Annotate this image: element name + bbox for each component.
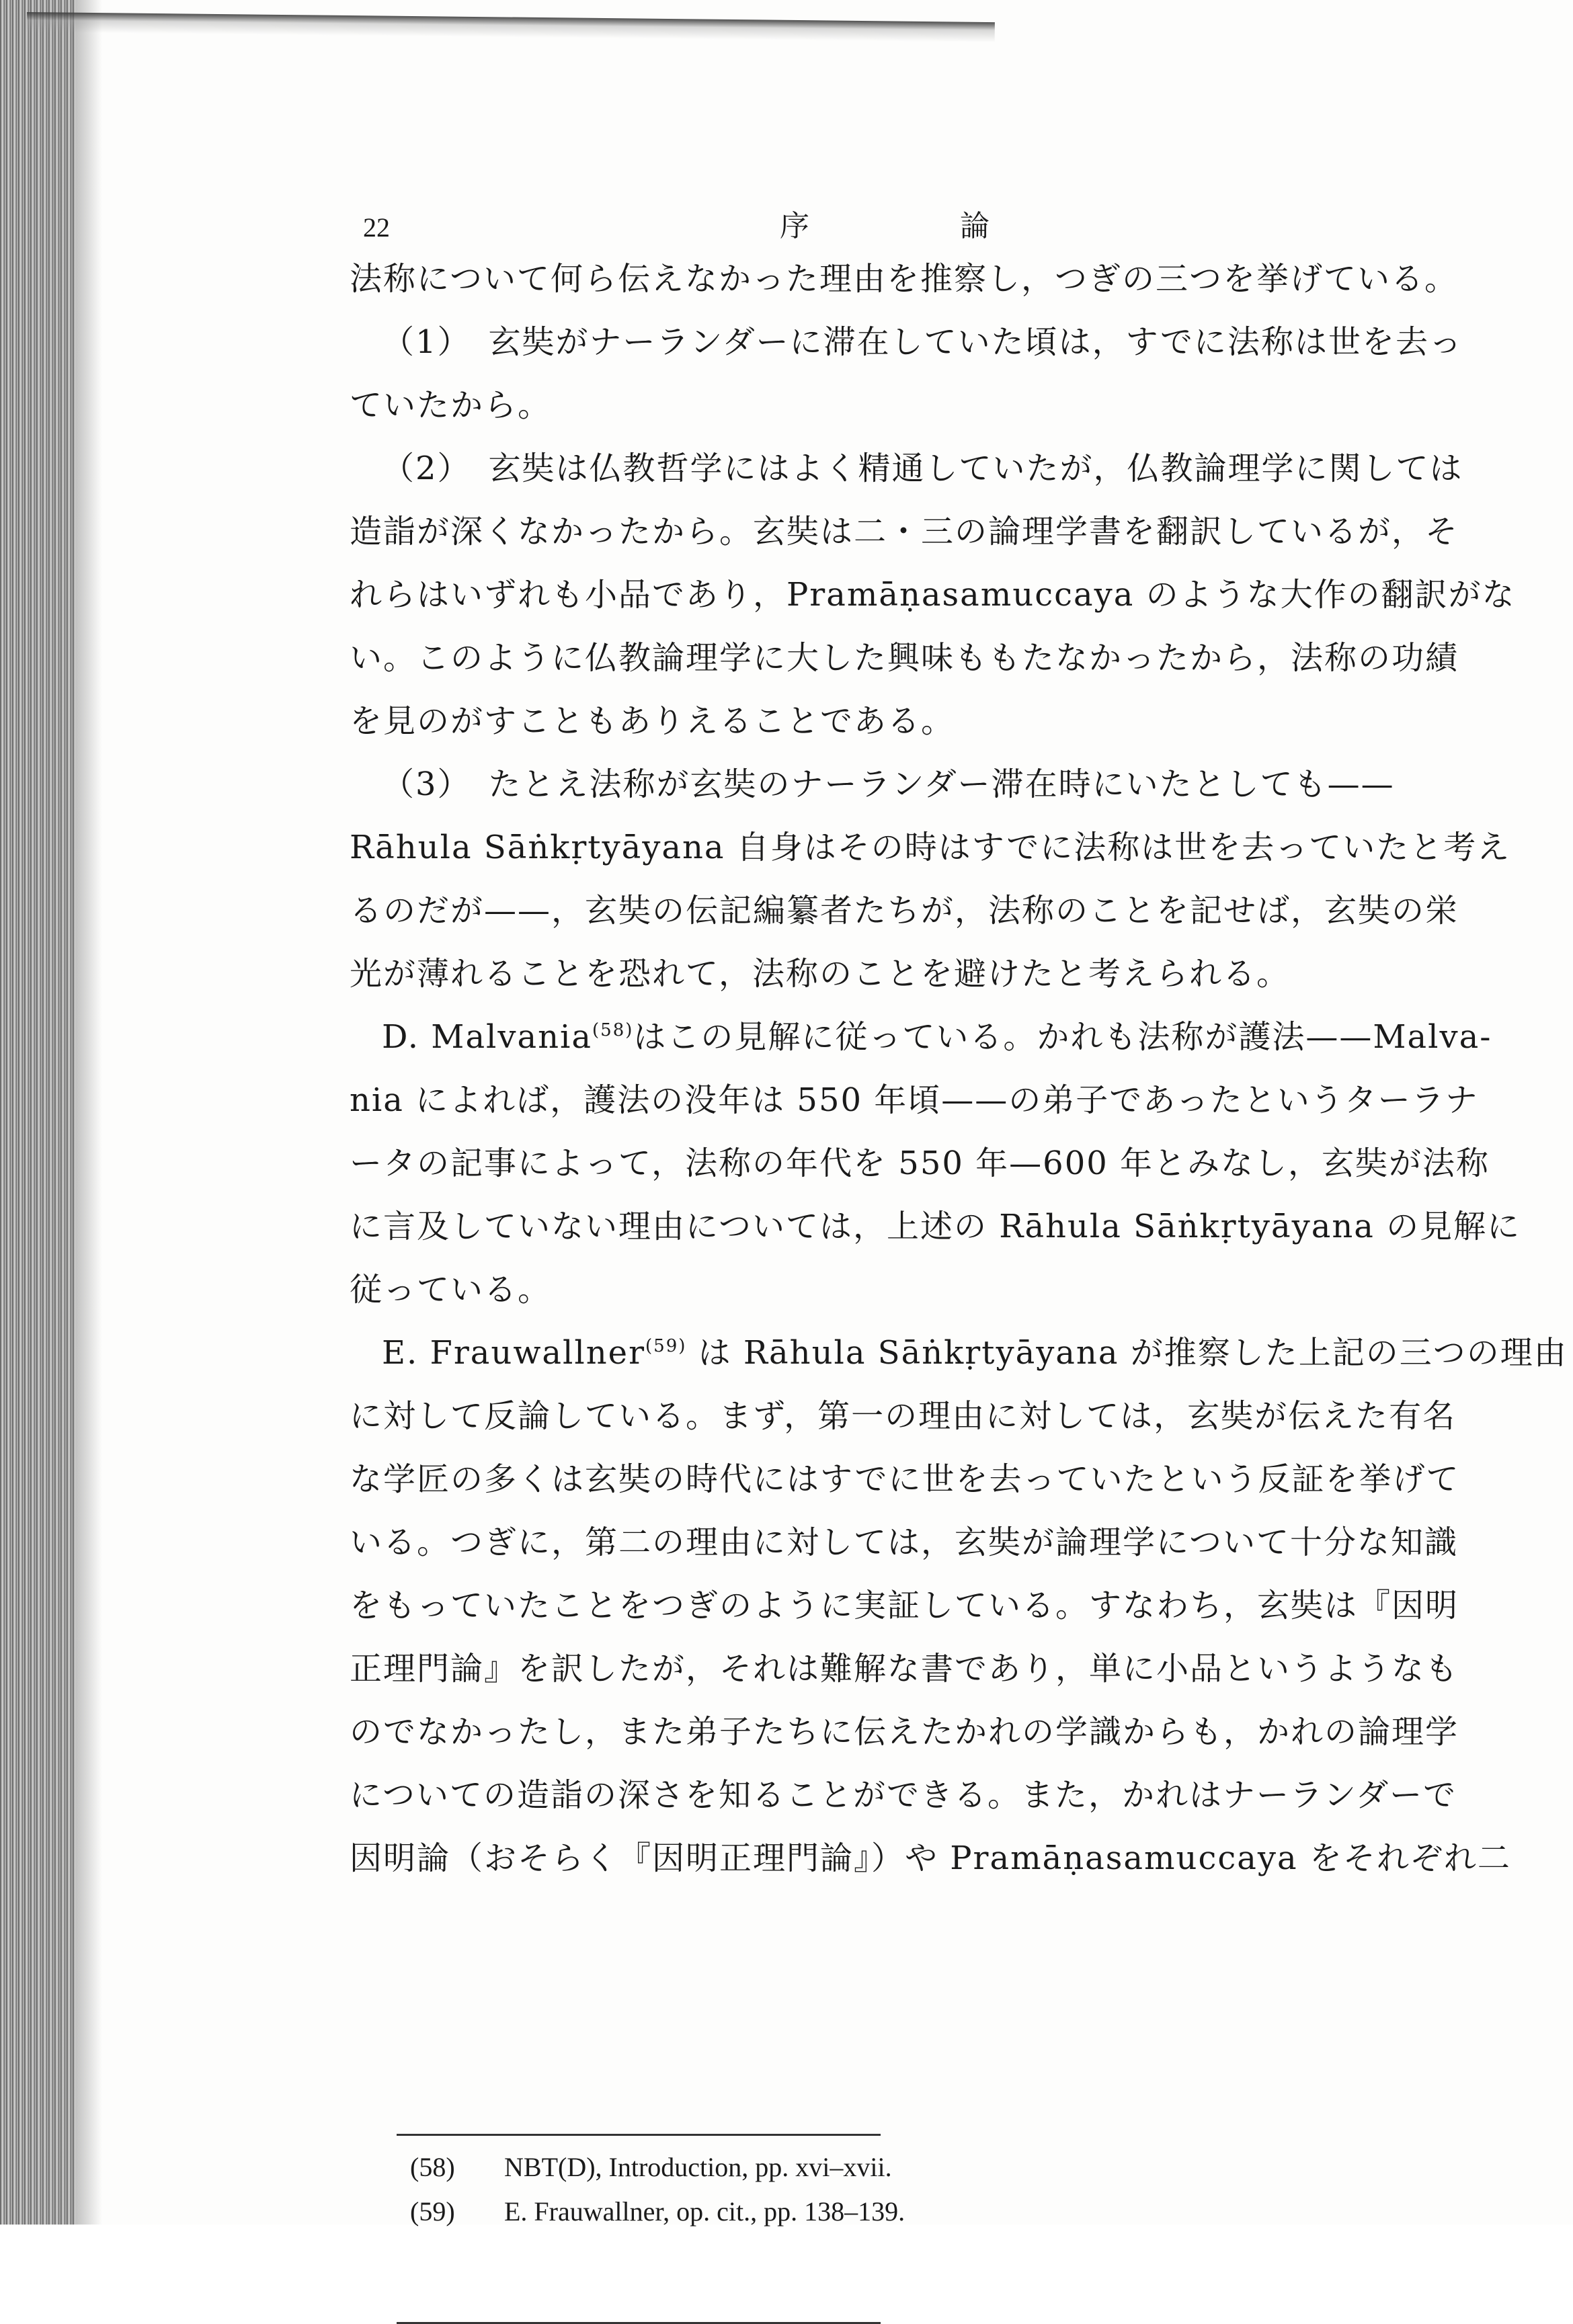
book-spine-edge bbox=[0, 0, 75, 2225]
footnote-text: NBT(D), Introduction, pp. xvi–xvii. bbox=[504, 2152, 892, 2182]
author-name: E. Frauwallner bbox=[382, 1334, 646, 1372]
text-line: 正理門論』を訳したが，それは難解な書であり，単に小品というようなも bbox=[350, 1650, 1459, 1688]
text-line-rest: はこの見解に従っている。かれも法称が護法——Malva- bbox=[633, 1018, 1492, 1056]
text-line: Rāhula Sāṅkṛtyāyana 自身はその時はすでに法称は世を去っていたと考え bbox=[350, 829, 1511, 866]
footnote-mark: (59) bbox=[410, 2196, 455, 2227]
footnote-58 bbox=[397, 2145, 905, 2190]
text-line: 従っている。 bbox=[350, 1271, 552, 1309]
text-line: （3） たとえ法称が玄奘のナーランダー滞在時にいたとしても—— bbox=[382, 765, 1395, 803]
text-line: nia によれば，護法の没年は 550 年頃——の弟子であったというターラナ bbox=[350, 1081, 1479, 1119]
text-line: るのだが——，玄奘の伝記編纂者たちが，法称のことを記せば，玄奘の栄 bbox=[350, 892, 1459, 929]
text-line: 造詣が深くなかったから。玄奘は二・三の論理学書を翻訳しているが，そ bbox=[350, 513, 1459, 550]
text-line bbox=[350, 1005, 1492, 1069]
text-line: ータの記事によって，法称の年代を 550 年—600 年とみなし，玄奘が法称 bbox=[350, 1145, 1490, 1182]
footnote-divider bbox=[397, 2134, 881, 2136]
text-line: をもっていたことをつぎのように実証している。すなわち，玄奘は『因明 bbox=[350, 1587, 1459, 1624]
text-line: ていたから。 bbox=[350, 386, 552, 424]
text-line: についての造詣の深さを知ることができる。また，かれはナーランダーで bbox=[350, 1776, 1457, 1814]
footnote-block bbox=[397, 2134, 905, 2234]
text-line: のでなかったし，また弟子たちに伝えたかれの学識からも，かれの論理学 bbox=[350, 1713, 1459, 1751]
text-line: い。このように仏教論理学に大した興味ももたなかったから，法称の功績 bbox=[350, 639, 1459, 677]
text-line: 因明論（おそらく『因明正理門論』）や Pramāṇasamuccaya をそれぞれ二 bbox=[350, 1839, 1511, 1877]
footnote-mark: (58) bbox=[410, 2152, 455, 2182]
page-number: 22 bbox=[363, 212, 390, 243]
author-name: D. Malvania bbox=[382, 1018, 593, 1056]
top-page-edge bbox=[27, 12, 995, 42]
text-line: な学匠の多くは玄奘の時代にはすでに世を去っていたという反証を挙げて bbox=[350, 1460, 1460, 1498]
text-line: （2） 玄奘は仏教哲学にはよく精通していたが，仏教論理学に関しては bbox=[382, 450, 1463, 487]
footnote-text: E. Frauwallner, op. cit., pp. 138–139. bbox=[504, 2196, 905, 2227]
text-line: いる。つぎに，第二の理由に対しては，玄奘が論理学について十分な知識 bbox=[350, 1524, 1459, 1561]
text-line: （1） 玄奘がナーランダーに滞在していた頃は，すでに法称は世を去っ bbox=[382, 323, 1463, 361]
text-line: 光が薄れることを恐れて，法称のことを避けたと考えられる。 bbox=[350, 955, 1291, 993]
body-text bbox=[350, 247, 1568, 1890]
text-line-rest: は Rāhula Sāṅkṛtyāyana が推察した上記の三つの理由 bbox=[686, 1334, 1568, 1372]
footnote-59 bbox=[397, 2190, 905, 2234]
text-line: に言及していない理由については，上述の Rāhula Sāṅkṛtyāyana の見解に bbox=[350, 1208, 1521, 1245]
text-line: 法称について何ら伝えなかった理由を推察し，つぎの三つを挙げている。 bbox=[350, 260, 1459, 298]
footnote-ref: (59) bbox=[645, 1336, 687, 1356]
text-line: に対して反論している。まず，第一の理由に対しては，玄奘が伝えた有名 bbox=[350, 1397, 1457, 1435]
text-line: を見のがすこともありえることである。 bbox=[350, 702, 955, 740]
footnote-ref: (58) bbox=[592, 1020, 634, 1040]
text-line: れらはいずれも小品であり，Pramāṇasamuccaya のような大作の翻訳がな bbox=[350, 576, 1516, 614]
running-head: 序 論 bbox=[780, 209, 1050, 243]
spine-shadow bbox=[75, 0, 102, 2225]
text-line bbox=[350, 1321, 1568, 1384]
